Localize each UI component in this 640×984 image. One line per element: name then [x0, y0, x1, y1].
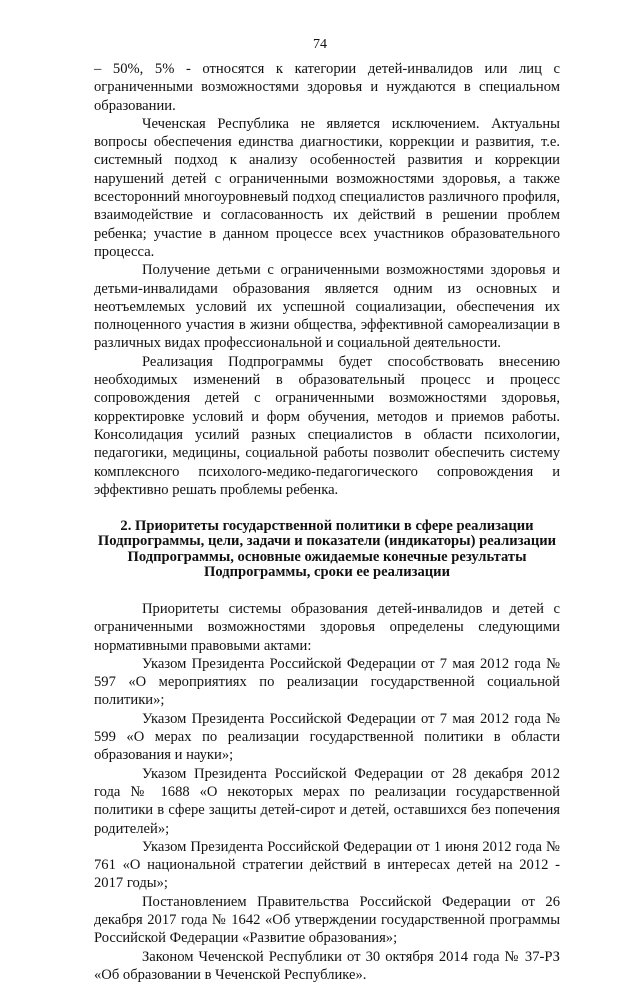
legal-act-item: Постановлением Правительства Российской Федерации от 26 декабря 2017 года № 1642 «Об утверждении государственной программы Российской Федерации «Развитие образования»; — [94, 893, 560, 947]
page-number: 74 — [313, 37, 327, 52]
paragraph: Получение детьми с ограниченными возможностями здоровья и детьми-инвалидами образования является одним из основных и неотъемлемых условий их успешной социализации, обеспечения их полноценного участия в жизни общества, эффективной самореализации в различных видах профессиональной и социальной деятельности. — [94, 262, 560, 352]
section-heading-line: Подпрограммы, цели, задачи и показатели (индикаторы) реализации — [97, 533, 557, 550]
paragraph-continuation: – 50%, 5% - относятся к категории детей-инвалидов или лиц с ограниченными возможностями здоровья и нуждаются в специальном образовании. — [94, 61, 560, 114]
legal-act-item: Указом Президента Российской Федерации от 7 мая 2012 года № 599 «О мерах по реализации государственной политики в области образования и науки»; — [94, 710, 560, 764]
legal-act-item: Указом Президента Российской Федерации от 28 декабря 2012 года № 1688 «О некоторых мерах по реализации государственной политики в сфере защиты детей-сирот и детей, оставшихся без попечения родителей»; — [94, 765, 560, 837]
legal-act-item: Указом Президента Российской Федерации от 1 июня 2012 года № 761 «О национальной стратегии действий в интересах детей на 2012 - 2017 годы»; — [94, 838, 560, 892]
section-heading — [94, 519, 560, 580]
section-heading-line: Подпрограммы, основные ожидаемые конечные результаты — [127, 548, 527, 565]
section-heading-line: Подпрограммы, сроки ее реализации — [203, 563, 450, 580]
paragraph: Приоритеты системы образования детей-инвалидов и детей с ограниченными возможностями здоровья определены следующими нормативными правовыми актами: — [94, 600, 560, 654]
legal-act-item: Законом Чеченской Республики от 30 октября 2014 года № 37-РЗ «Об образовании в Чеченской Республике». — [94, 948, 560, 983]
legal-act-item: Указом Президента Российской Федерации от 7 мая 2012 года № 597 «О мероприятиях по реализации государственной социальной политики»; — [94, 655, 560, 709]
paragraph: Реализация Подпрограммы будет способствовать внесению необходимых изменений в образовательный процесс и процесс сопровождения детей с ограниченными возможностями здоровья, корректировке условий и форм обучения, методов и приемов работы. Консолидация усилий разных специалистов в области психологии, педагогики, медицины, социальной работы позволит обеспечить систему комплексного психолого-медико-педагогического сопровождения и эффективно решать проблемы ребенка. — [94, 353, 560, 498]
document-body — [94, 60, 560, 984]
section-heading-line: 2. Приоритеты государственной политики в сфере реализации — [120, 518, 534, 535]
paragraph: Чеченская Республика не является исключением. Актуальны вопросы обеспечения единства диагностики, коррекции и развития, т.е. системный подход к анализу особенностей развития и коррекции нарушений детей с ограниченными возможностями здоровья, а также всесторонний многоуровневый подход специалистов различного профиля, взаимодействие и согласованность их действий в решении проблем ребенка; участие в данном процессе всех участников образовательного процесса. — [94, 115, 560, 260]
